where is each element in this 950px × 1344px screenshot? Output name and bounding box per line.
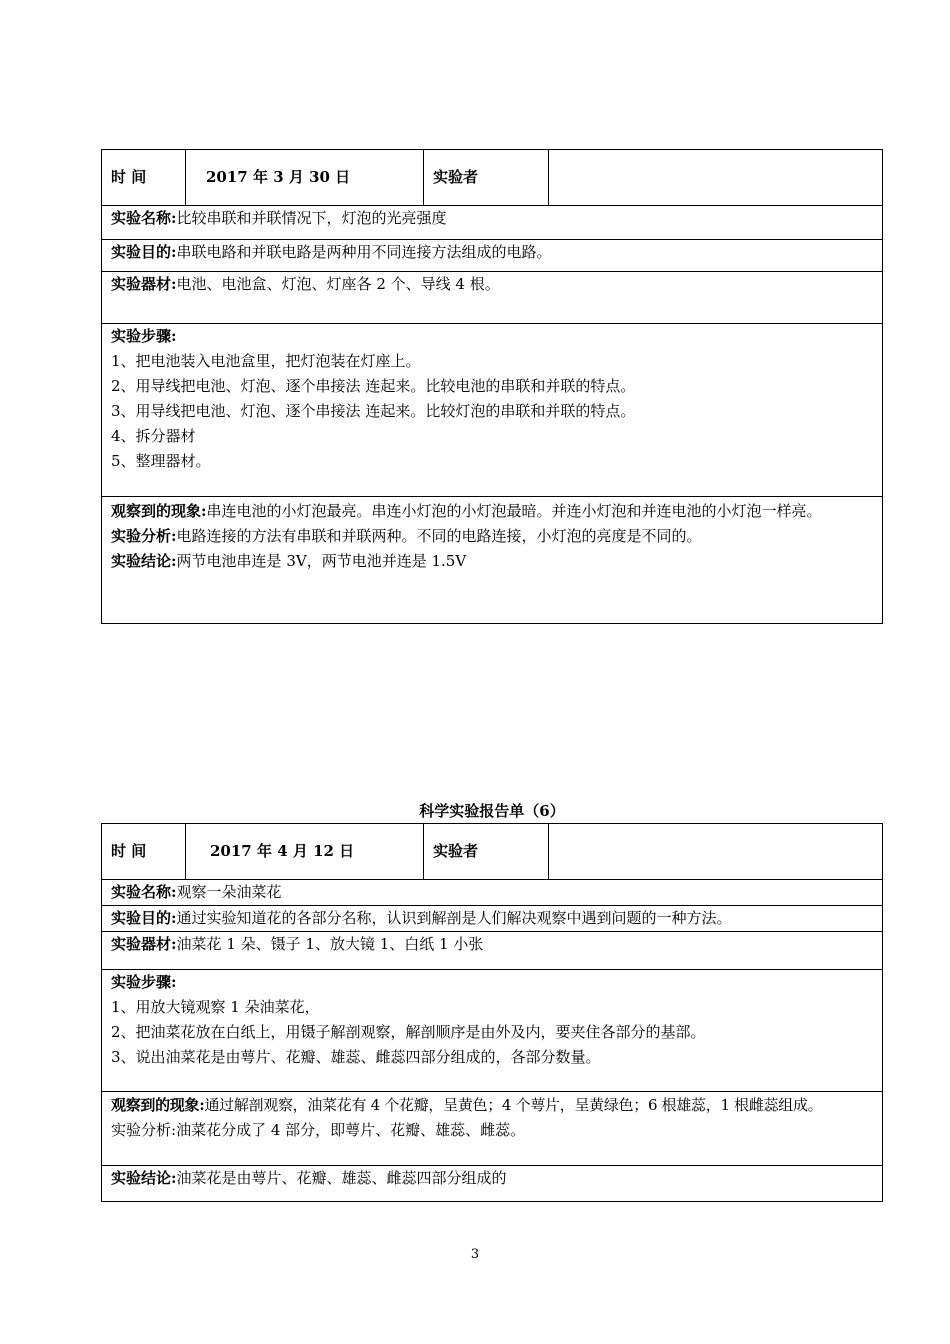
- purpose-label: 实验目的:: [111, 909, 177, 927]
- conclusion-text: 两节电池串连是 3V，两节电池并连是 1.5V: [176, 552, 467, 570]
- analysis-text: 油菜花分成了 4 部分，即萼片、花瓣、雄蕊、雌蕊。: [176, 1121, 526, 1139]
- step-item: 1、用放大镜观察 1 朵油菜花，: [111, 998, 320, 1016]
- steps-row: [102, 970, 883, 1092]
- purpose-text: 串联电路和并联电路是两种用不同连接方法组成的电路。: [176, 243, 552, 261]
- date-value: 2017 年 4 月 12 日: [186, 824, 424, 880]
- analysis-line: [111, 524, 873, 549]
- analysis-label: 实验分析:: [111, 527, 177, 545]
- analysis-line: [111, 1118, 873, 1143]
- experimenter-value: [549, 824, 883, 880]
- observation-label: 观察到的现象:: [111, 1096, 205, 1114]
- conclusion-label: 实验结论:: [111, 1169, 177, 1187]
- page-number: 3: [470, 1247, 480, 1262]
- purpose-text: 通过实验知道花的各部分名称，认识到解剖是人们解决观察中遇到问题的一种方法。: [176, 909, 732, 927]
- observation-line: [111, 499, 873, 524]
- results-row: [102, 1092, 883, 1166]
- analysis-label: 实验分析:: [111, 1121, 177, 1139]
- experiment-name-label: 实验名称:: [111, 883, 177, 901]
- purpose-label: 实验目的:: [111, 243, 177, 261]
- analysis-text: 电路连接的方法有串联和并联两种。不同的电路连接，小灯泡的亮度是不同的。: [176, 527, 702, 545]
- experiment-name-row: [102, 206, 883, 240]
- steps-label: 实验步骤:: [111, 327, 177, 345]
- experimenter-label: 实验者: [424, 150, 549, 206]
- conclusion-label: 实验结论:: [111, 552, 177, 570]
- conclusion-row: [102, 1166, 883, 1202]
- experimenter-value: [549, 150, 883, 206]
- steps-row: [102, 324, 883, 497]
- observation-label: 观察到的现象:: [111, 502, 207, 520]
- materials-row: [102, 932, 883, 970]
- step-item: 2、把油菜花放在白纸上，用镊子解剖观察，解剖顺序是由外及内，要夹住各部分的基部。: [111, 1023, 706, 1041]
- date-value: 2017 年 3 月 30 日: [186, 150, 424, 206]
- experimenter-label: 实验者: [424, 824, 549, 880]
- results-row: [102, 497, 883, 624]
- materials-label: 实验器材:: [111, 275, 177, 293]
- materials-text: 电池、电池盒、灯泡、灯座各 2 个、导线 4 根。: [176, 275, 500, 293]
- materials-row: [102, 272, 883, 324]
- purpose-row: [102, 240, 883, 272]
- report-table-2: [101, 823, 883, 1202]
- step-item: 1、把电池装入电池盒里，把灯泡装在灯座上。: [111, 352, 421, 370]
- step-item: 3、说出油菜花是由萼片、花瓣、雄蕊、雌蕊四部分组成的，各部分数量。: [111, 1048, 601, 1066]
- step-item: 5、整理器材。: [111, 452, 211, 470]
- step-item: 2、用导线把电池、灯泡、逐个串接法 连起来。比较电池的串联和并联的特点。: [111, 377, 636, 395]
- materials-label: 实验器材:: [111, 935, 177, 953]
- conclusion-line: [111, 549, 873, 574]
- step-item: 4、拆分器材: [111, 427, 196, 445]
- steps-label: 实验步骤:: [111, 973, 177, 991]
- observation-line: [111, 1093, 873, 1118]
- materials-text: 油菜花 1 朵、镊子 1、放大镜 1、白纸 1 小张: [176, 935, 484, 953]
- purpose-row: [102, 906, 883, 932]
- conclusion-text: 油菜花是由萼片、花瓣、雄蕊、雌蕊四部分组成的: [176, 1169, 507, 1187]
- step-item: 3、用导线把电池、灯泡、逐个串接法 连起来。比较灯泡的串联和并联的特点。: [111, 402, 636, 420]
- observation-text: 通过解剖观察，油菜花有 4 个花瓣，呈黄色；4 个萼片，呈黄绿色；6 根雄蕊，1 根雌蕊组成。: [204, 1096, 823, 1114]
- time-label: 时 间: [102, 824, 186, 880]
- experiment-name-label: 实验名称:: [111, 209, 177, 227]
- time-label: 时 间: [102, 150, 186, 206]
- experiment-name: 比较串联和并联情况下，灯泡的光亮强度: [176, 209, 447, 227]
- experiment-name-row: [102, 880, 883, 906]
- experiment-name: 观察一朵油菜花: [176, 883, 282, 901]
- report-title: 科学实验报告单（6）: [419, 802, 565, 820]
- report-table-1: [101, 149, 883, 624]
- observation-text: 串连电池的小灯泡最亮。串连小灯泡的小灯泡最暗。并连小灯泡和并连电池的小灯泡一样亮。: [206, 502, 822, 520]
